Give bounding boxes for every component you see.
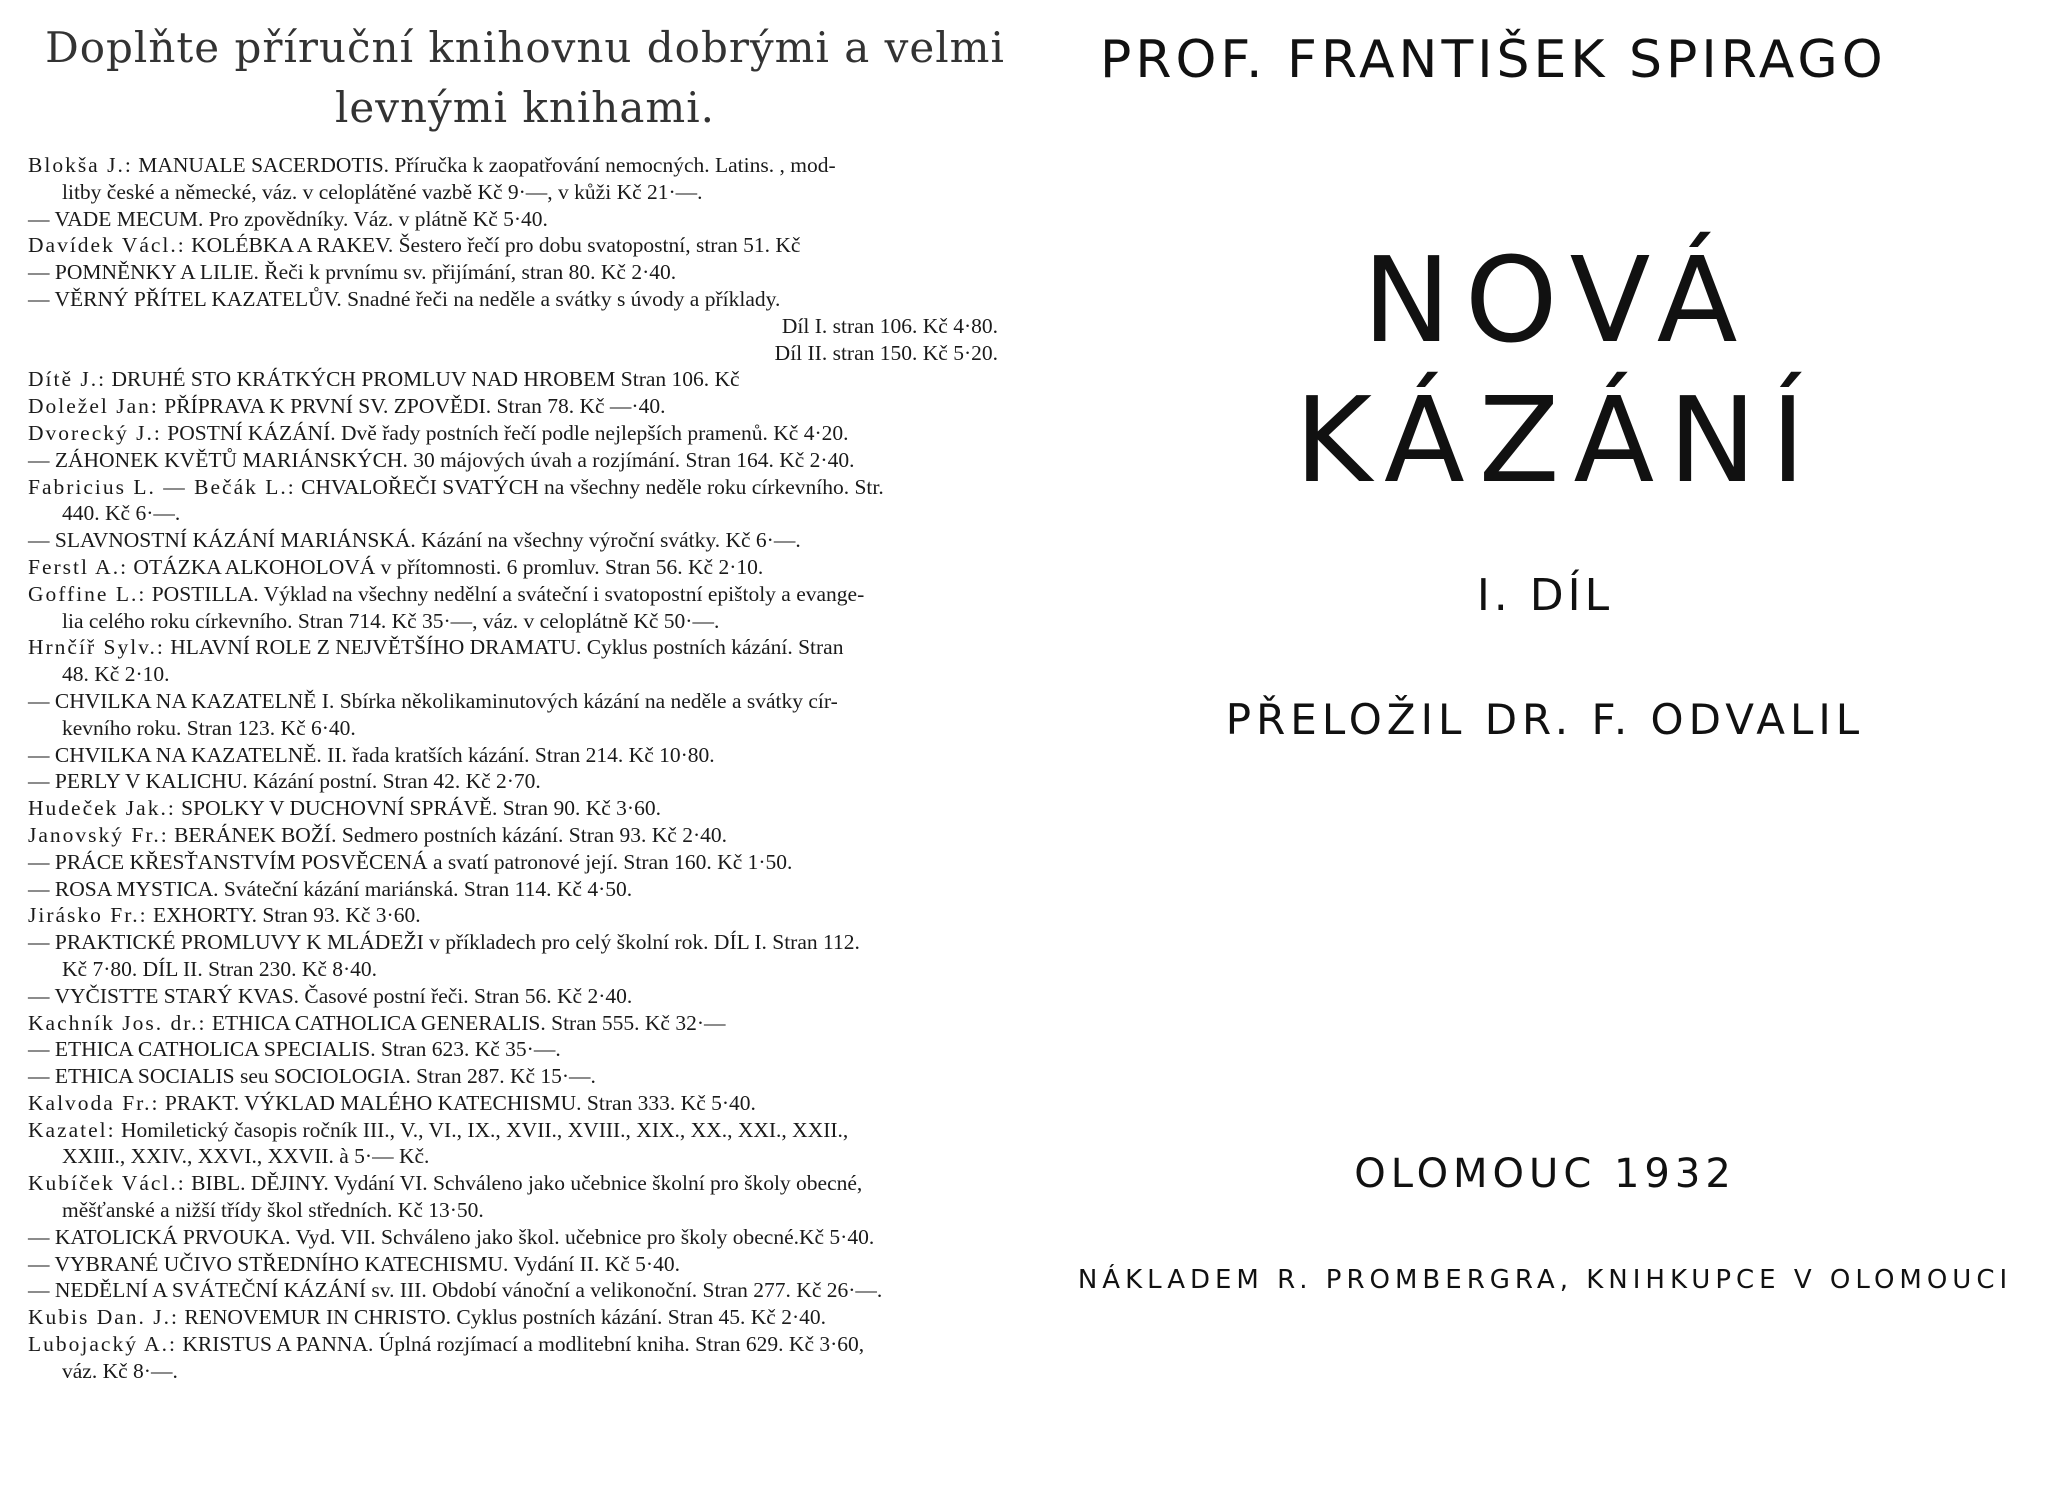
catalogue-entry-text: — ROSA MYSTICA. Sváteční kázání mariánská. Stran 114. Kč 4·50. bbox=[28, 876, 633, 901]
catalogue-entry-text: Díl I. stran 106. Kč 4·80. bbox=[781, 313, 998, 338]
catalogue-entry bbox=[28, 1331, 1018, 1358]
catalogue-entry bbox=[28, 179, 1018, 206]
catalogue-entry-text: ETHICA CATHOLICA GENERALIS. Stran 555. Kč 32·— bbox=[206, 1010, 726, 1035]
catalogue-entry bbox=[28, 956, 1018, 983]
catalogue-entry-text: HLAVNÍ ROLE Z NEJVĚTŠÍHO DRAMATU. Cyklus postních kázání. Stran bbox=[164, 635, 844, 660]
catalogue-entry-text: váz. Kč 8·—. bbox=[62, 1358, 178, 1383]
catalogue-entry-text: BERÁNEK BOŽÍ. Sedmero postních kázání. Stran 93. Kč 2·40. bbox=[168, 822, 727, 847]
catalogue-heading bbox=[30, 18, 1020, 138]
catalogue-entry bbox=[28, 581, 1018, 608]
catalogue-entry-author: Doležel Jan: bbox=[28, 394, 159, 419]
catalogue-entry bbox=[28, 420, 1018, 447]
catalogue-entry-text: PŘÍPRAVA K PRVNÍ SV. ZPOVĚDI. Stran 78. Kč —·40. bbox=[158, 394, 666, 419]
book-translator: PŘELOŽIL DR. F. ODVALIL bbox=[1225, 695, 1865, 744]
catalogue-entry-author: Dvorecký J.: bbox=[28, 420, 162, 445]
catalogue-entry bbox=[28, 688, 1018, 715]
catalogue-entry-author: Hrnčíř Sylv.: bbox=[28, 635, 165, 660]
catalogue-entry bbox=[28, 742, 1018, 769]
catalogue-entry-author: Ferstl A.: bbox=[28, 554, 129, 579]
catalogue-entry bbox=[28, 259, 1018, 286]
catalogue-entry bbox=[28, 1197, 1018, 1224]
catalogue-entry bbox=[28, 1063, 1018, 1090]
catalogue-entry bbox=[28, 1224, 1018, 1251]
catalogue-entry bbox=[28, 554, 1018, 581]
catalogue-entry bbox=[28, 795, 1018, 822]
catalogue-heading-line1: Doplňte příruční knihovnu dobrými a velmi bbox=[45, 23, 1005, 72]
catalogue-entry-author: Kubis Dan. J.: bbox=[28, 1305, 180, 1330]
catalogue-entry-text: — VADE MECUM. Pro zpovědníky. Váz. v plátně Kč 5·40. bbox=[28, 206, 548, 231]
catalogue-entry-text: měšťanské a nižší třídy škol středních. Kč 13·50. bbox=[62, 1198, 484, 1223]
catalogue-entry-author: Davídek Václ.: bbox=[28, 233, 186, 258]
catalogue-entry-text: OTÁZKA ALKOHOLOVÁ v přítomnosti. 6 promluv. Stran 56. Kč 2·10. bbox=[128, 554, 764, 579]
catalogue-entry bbox=[28, 876, 1018, 903]
catalogue-entry-text: — ETHICA SOCIALIS seu SOCIOLOGIA. Stran 287. Kč 15·—. bbox=[28, 1064, 596, 1089]
catalogue-entry bbox=[28, 929, 1018, 956]
catalogue-entry bbox=[28, 232, 1018, 259]
catalogue-entry bbox=[28, 340, 1018, 367]
catalogue-entry-text: Díl II. stran 150. Kč 5·20. bbox=[774, 340, 998, 365]
catalogue-entry bbox=[28, 1010, 1018, 1037]
catalogue-entry-text: POSTNÍ KÁZÁNÍ. Dvě řady postních řečí podle nejlepších pramenů. Kč 4·20. bbox=[161, 420, 849, 445]
catalogue-entry bbox=[28, 500, 1018, 527]
catalogue-entry-text: BIBL. DĚJINY. Vydání VI. Schváleno jako učebnice školní pro školy obecné, bbox=[185, 1171, 863, 1196]
catalogue-entry-text: MANUALE SACERDOTIS. Příručka k zaopatřování nemocných. Latins. , mod- bbox=[132, 153, 836, 177]
catalogue-entry-text: — VĚRNÝ PŘÍTEL KAZATELŮV. Snadné řeči na neděle a svátky s úvody a příklady. bbox=[28, 286, 781, 311]
catalogue-entry-author: Goffine L.: bbox=[28, 581, 147, 606]
catalogue-entry-text: — POMNĚNKY A LILIE. Řeči k prvnímu sv. přijímání, stran 80. Kč 2·40. bbox=[28, 260, 677, 285]
catalogue-entry bbox=[28, 902, 1018, 929]
catalogue-entry-author: Kazatel: bbox=[28, 1117, 116, 1142]
catalogue-entry-text: EXHORTY. Stran 93. Kč 3·60. bbox=[147, 903, 421, 928]
catalogue-entry-text: — KATOLICKÁ PRVOUKA. Vyd. VII. Schváleno jako škol. učebnice pro školy obecné.Kč 5·40. bbox=[28, 1224, 875, 1249]
catalogue-entry-text: SPOLKY V DUCHOVNÍ SPRÁVĚ. Stran 90. Kč 3·60. bbox=[175, 796, 661, 821]
catalogue-entry-author: Fabricius L. — Bečák L.: bbox=[28, 474, 296, 499]
catalogue-entry-text: — VYČISTTE STARÝ KVAS. Časové postní řeči. Stran 56. Kč 2·40. bbox=[28, 983, 633, 1008]
catalogue-entry-text: litby české a německé, váz. v celoplátěné vazbě Kč 9·—, v kůži Kč 21·—. bbox=[62, 179, 703, 204]
catalogue-entry-text: — ETHICA CATHOLICA SPECIALIS. Stran 623. Kč 35·—. bbox=[28, 1037, 561, 1062]
catalogue-entry-text: kevního roku. Stran 123. Kč 6·40. bbox=[62, 715, 356, 740]
catalogue-entry-text: — VYBRANÉ UČIVO STŘEDNÍHO KATECHISMU. Vydání II. Kč 5·40. bbox=[28, 1251, 680, 1276]
catalogue-entry-author: Blokša J.: bbox=[28, 153, 133, 177]
catalogue-entry bbox=[28, 634, 1018, 661]
right-page-title-page bbox=[1040, 0, 2050, 1500]
catalogue-entry-text: Homiletický časopis ročník III., V., VI., IX., XVII., XVIII., XIX., XX., XXI., XXII., bbox=[115, 1117, 849, 1142]
catalogue-entry-text: — NEDĚLNÍ A SVÁTEČNÍ KÁZÁNÍ sv. III. Období vánoční a velikonoční. Stran 277. Kč 26·—. bbox=[28, 1278, 883, 1303]
catalogue-entry-author: Kachník Jos. dr.: bbox=[28, 1010, 207, 1035]
catalogue-entry bbox=[28, 661, 1018, 688]
catalogue-heading-line2: levnými knihami. bbox=[334, 83, 716, 132]
catalogue-entry bbox=[28, 822, 1018, 849]
catalogue-entry bbox=[28, 366, 1018, 393]
catalogue-entry bbox=[28, 286, 1018, 313]
catalogue-list bbox=[28, 152, 1018, 1385]
catalogue-entry-text: — PRAKTICKÉ PROMLUVY K MLÁDEŽI v příkladech pro celý školní rok. DÍL I. Stran 112. bbox=[28, 930, 860, 955]
catalogue-entry-text: KOLÉBKA A RAKEV. Šestero řečí pro dobu svatopostní, stran 51. Kč bbox=[185, 233, 801, 258]
catalogue-entry bbox=[28, 206, 1018, 233]
catalogue-entry bbox=[28, 474, 1018, 501]
catalogue-entry-author: Kalvoda Fr.: bbox=[28, 1090, 160, 1115]
catalogue-entry bbox=[28, 1304, 1018, 1331]
catalogue-entry-text: — CHVILKA NA KAZATELNĚ. II. řada kratších kázání. Stran 214. Kč 10·80. bbox=[28, 742, 715, 767]
catalogue-entry-text: DRUHÉ STO KRÁTKÝCH PROMLUV NAD HROBEM Stran 106. Kč bbox=[106, 367, 740, 392]
catalogue-entry-author: Lubojacký A.: bbox=[28, 1332, 178, 1357]
catalogue-entry bbox=[28, 1117, 1018, 1144]
catalogue-entry-text: — PRÁCE KŘESŤANSTVÍM POSVĚCENÁ a svatí patronové její. Stran 160. Kč 1·50. bbox=[28, 849, 793, 874]
book-title: NOVÁ KÁZÁNÍ bbox=[1294, 231, 1820, 509]
catalogue-entry-text: — ZÁHONEK KVĚTŮ MARIÁNSKÝCH. 30 májových úvah a rozjímání. Stran 164. Kč 2·40. bbox=[28, 447, 855, 472]
catalogue-entry-text: PRAKT. VÝKLAD MALÉHO KATECHISMU. Stran 333. Kč 5·40. bbox=[159, 1090, 756, 1115]
catalogue-entry-text: POSTILLA. Výklad na všechny nedělní a sváteční i svatopostní epištoly a evange- bbox=[146, 581, 865, 606]
catalogue-entry-author: Jirásko Fr.: bbox=[28, 903, 148, 928]
catalogue-entry bbox=[28, 527, 1018, 554]
catalogue-entry-text: — CHVILKA NA KAZATELNĚ I. Sbírka několikaminutových kázání na neděle a svátky cír- bbox=[28, 688, 838, 713]
catalogue-entry bbox=[28, 1143, 1018, 1170]
catalogue-entry bbox=[28, 768, 1018, 795]
catalogue-entry bbox=[28, 1090, 1018, 1117]
catalogue-entry-author: Kubíček Václ.: bbox=[28, 1171, 186, 1196]
catalogue-entry bbox=[28, 715, 1018, 742]
catalogue-entry-text: — PERLY V KALICHU. Kázání postní. Stran 42. Kč 2·70. bbox=[28, 769, 541, 794]
book-author: PROF. FRANTIŠEK SPIRAGO bbox=[1100, 30, 1887, 90]
catalogue-entry bbox=[28, 983, 1018, 1010]
catalogue-entry bbox=[28, 608, 1018, 635]
catalogue-entry-text: — SLAVNOSTNÍ KÁZÁNÍ MARIÁNSKÁ. Kázání na všechny výroční svátky. Kč 6·—. bbox=[28, 528, 801, 553]
catalogue-entry-author: Janovský Fr.: bbox=[28, 822, 169, 847]
catalogue-entry-text: lia celého roku církevního. Stran 714. Kč 35·—, váz. v celoplátně Kč 50·—. bbox=[62, 608, 720, 633]
catalogue-entry-text: 440. Kč 6·—. bbox=[62, 501, 181, 526]
book-volume: I. DÍL bbox=[1476, 570, 1614, 621]
catalogue-entry bbox=[28, 393, 1018, 420]
catalogue-entry bbox=[28, 152, 1018, 179]
catalogue-entry bbox=[28, 1277, 1018, 1304]
catalogue-entry bbox=[28, 447, 1018, 474]
catalogue-entry-text: RENOVEMUR IN CHRISTO. Cyklus postních kázání. Stran 45. Kč 2·40. bbox=[179, 1305, 826, 1330]
book-place-year: OLOMOUC 1932 bbox=[1354, 1151, 1736, 1197]
catalogue-entry bbox=[28, 1358, 1018, 1385]
catalogue-entry-author: Hudeček Jak.: bbox=[28, 796, 176, 821]
catalogue-entry bbox=[28, 1251, 1018, 1278]
catalogue-entry-text: Kč 7·80. DÍL II. Stran 230. Kč 8·40. bbox=[62, 956, 378, 981]
catalogue-entry bbox=[28, 1036, 1018, 1063]
catalogue-entry-text: KRISTUS A PANNA. Úplná rozjímací a modlitební kniha. Stran 629. Kč 3·60, bbox=[177, 1332, 865, 1357]
catalogue-entry bbox=[28, 313, 1018, 340]
book-publisher: NÁKLADEM R. PROMBERGRA, KNIHKUPCE V OLOMOUCI bbox=[1077, 1265, 2013, 1295]
catalogue-entry bbox=[28, 1170, 1018, 1197]
catalogue-entry-text: CHVALOŘEČI SVATÝCH na všechny neděle roku církevního. Str. bbox=[295, 474, 884, 499]
catalogue-entry bbox=[28, 849, 1018, 876]
catalogue-entry-text: XXIII., XXIV., XXVI., XXVII. à 5·— Kč. bbox=[62, 1144, 430, 1169]
catalogue-entry-text: 48. Kč 2·10. bbox=[62, 662, 170, 687]
catalogue-entry-author: Dítě J.: bbox=[28, 367, 107, 392]
